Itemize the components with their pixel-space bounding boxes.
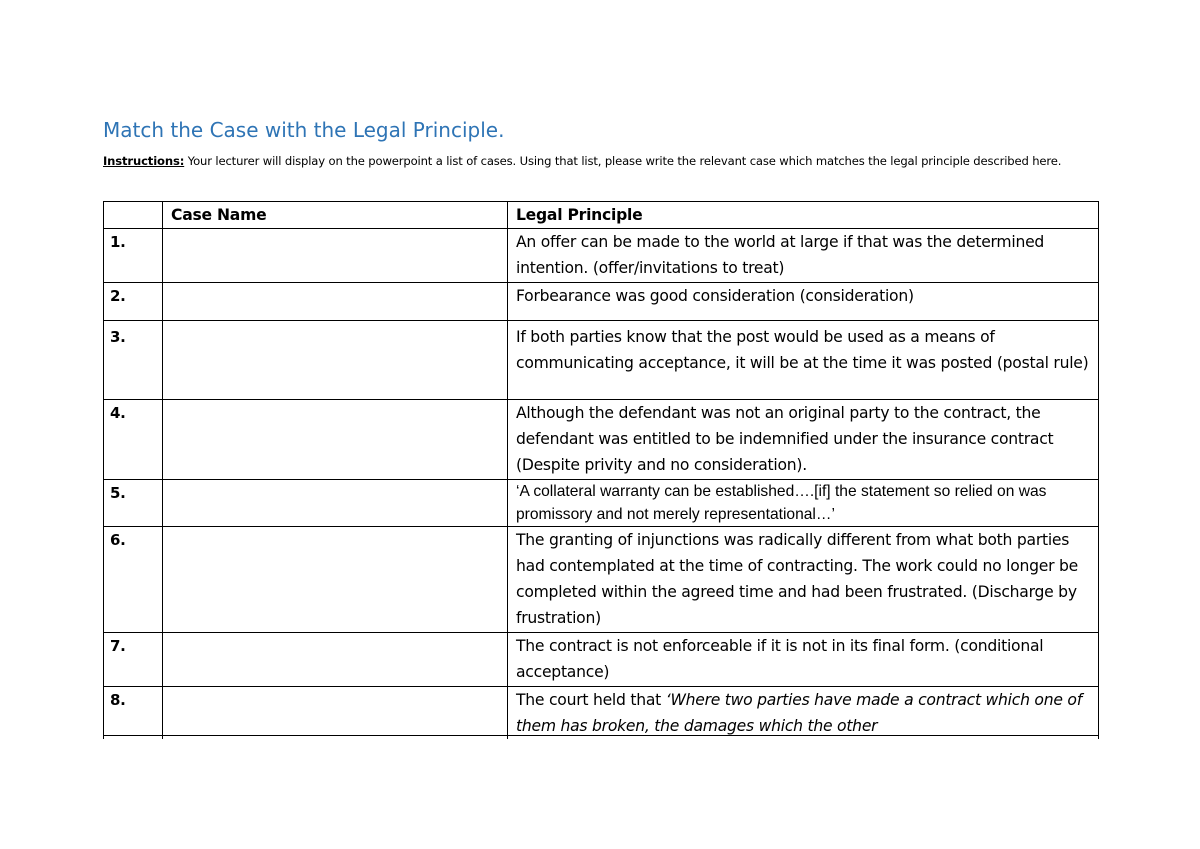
case-name-cell[interactable]: [163, 687, 508, 740]
principle-cell: Forbearance was good consideration (consideration): [508, 283, 1099, 321]
page-title: Match the Case with the Legal Principle.: [103, 118, 505, 142]
case-name-cell[interactable]: [163, 527, 508, 633]
row-number: 5.: [104, 480, 163, 527]
instructions-label: Instructions:: [103, 154, 185, 168]
row-number: 6.: [104, 527, 163, 633]
page-cut-line: [103, 735, 1098, 736]
principle-cell: ‘A collateral warranty can be established….[if] the statement so relied on was promissory and not merely representational…’: [508, 480, 1099, 527]
row-number: 3.: [104, 321, 163, 400]
table-row: [104, 229, 1099, 283]
table-row: [104, 527, 1099, 633]
row-number: 2.: [104, 283, 163, 321]
case-name-cell[interactable]: [163, 229, 508, 283]
principle-cell: If both parties know that the post would be used as a means of communicating acceptance, it will be at the time it was posted (postal rule): [508, 321, 1099, 400]
table-row: [104, 687, 1099, 740]
row-number: 4.: [104, 400, 163, 480]
principle-cell: [508, 687, 1099, 740]
match-table: [103, 201, 1099, 739]
principle-prefix: The court held that: [516, 691, 666, 709]
case-name-cell[interactable]: [163, 283, 508, 321]
row-number: 8.: [104, 687, 163, 740]
header-legal-principle: Legal Principle: [508, 202, 1099, 229]
case-name-cell[interactable]: [163, 633, 508, 687]
case-name-cell[interactable]: [163, 480, 508, 527]
table-row: [104, 400, 1099, 480]
principle-cell: The contract is not enforceable if it is not in its final form. (conditional acceptance): [508, 633, 1099, 687]
header-case-name: Case Name: [163, 202, 508, 229]
header-number: [104, 202, 163, 229]
principle-cell: The granting of injunctions was radically different from what both parties had contemplated at the time of contracting. The work could no longer be completed within the agreed time and had been frustrated. (Discharge by frustration): [508, 527, 1099, 633]
table-header-row: [104, 202, 1099, 229]
table-row: [104, 633, 1099, 687]
principle-cell: An offer can be made to the world at large if that was the determined intention. (offer/invitations to treat): [508, 229, 1099, 283]
case-name-cell[interactable]: [163, 400, 508, 480]
instructions: [103, 151, 1093, 172]
principle-cell: Although the defendant was not an original party to the contract, the defendant was entitled to be indemnified under the insurance contract (Despite privity and no consideration).: [508, 400, 1099, 480]
table-row: [104, 321, 1099, 400]
row-number: 1.: [104, 229, 163, 283]
case-name-cell[interactable]: [163, 321, 508, 400]
principle-quote: ‘Where two parties have made a contract which one of them has broken, the damages which the other: [516, 691, 1082, 735]
table-row: [104, 480, 1099, 527]
table-row: [104, 283, 1099, 321]
instructions-text: Your lecturer will display on the powerpoint a list of cases. Using that list, please write the relevant case which matches the legal principle described here.: [184, 154, 1062, 168]
row-number: 7.: [104, 633, 163, 687]
